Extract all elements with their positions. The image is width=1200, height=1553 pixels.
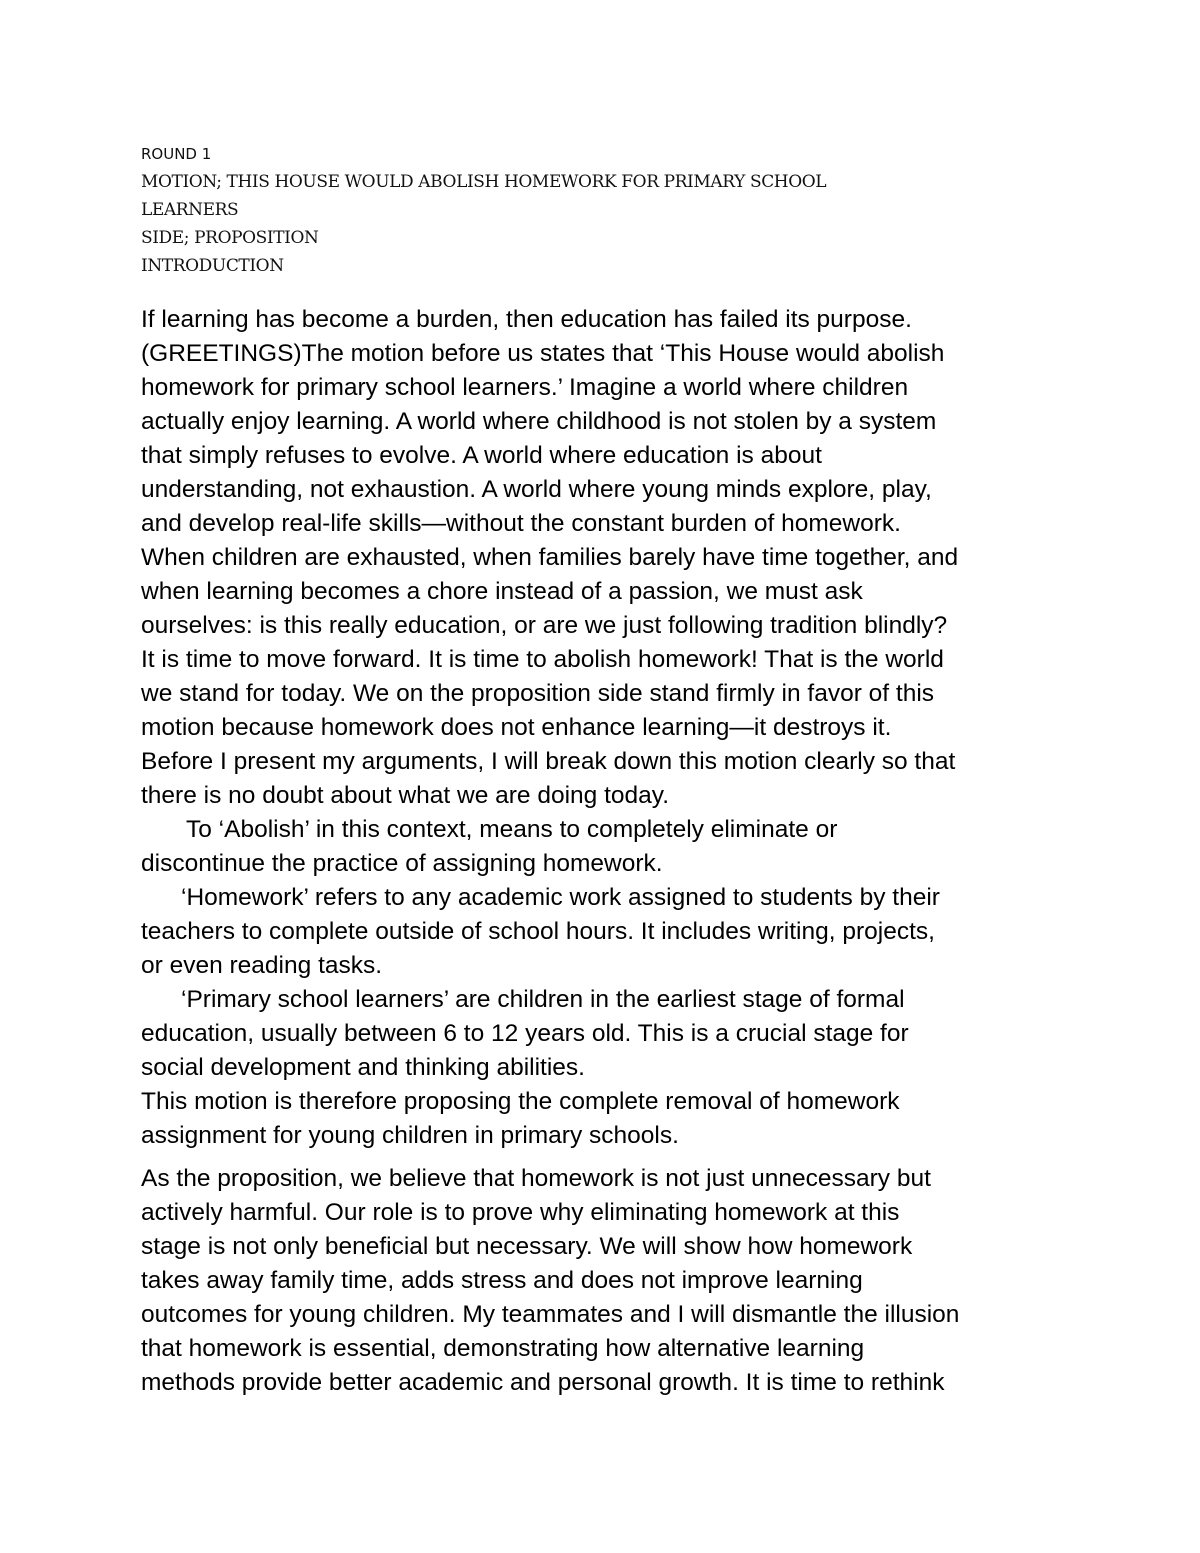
introduction-body	[141, 303, 1081, 1400]
body-line: Before I present my arguments, I will break down this motion clearly so that	[141, 748, 956, 775]
body-line: social development and thinking abilities.	[141, 1054, 585, 1081]
body-line: homework for primary school learners.’ Imagine a world where children	[141, 374, 909, 401]
body-line: or even reading tasks.	[141, 952, 383, 979]
body-line: actually enjoy learning. A world where childhood is not stolen by a system	[141, 408, 937, 435]
definition-homework: ‘Homework’ refers to any academic work assigned to students by their	[181, 884, 940, 911]
body-line: discontinue the practice of assigning homework.	[141, 850, 663, 877]
body-line: that homework is essential, demonstrating how alternative learning	[141, 1335, 865, 1362]
side-label: SIDE; PROPOSITION	[141, 228, 319, 248]
definition-primary-school-learners: ‘Primary school learners’ are children in the earliest stage of formal	[181, 986, 905, 1013]
round-label: ROUND 1	[141, 145, 212, 163]
body-line: there is no doubt about what we are doing today.	[141, 782, 670, 809]
body-line: (GREETINGS)The motion before us states that ‘This House would abolish	[141, 340, 945, 367]
body-line: education, usually between 6 to 12 years old. This is a crucial stage for	[141, 1020, 909, 1047]
body-line: outcomes for young children. My teammates and I will dismantle the illusion	[141, 1301, 960, 1328]
body-line: that simply refuses to evolve. A world where education is about	[141, 442, 822, 469]
body-line: actively harmful. Our role is to prove why eliminating homework at this	[141, 1199, 900, 1226]
body-line: methods provide better academic and personal growth. It is time to rethink	[141, 1369, 945, 1396]
section-heading: INTRODUCTION	[141, 256, 284, 276]
body-line: If learning has become a burden, then education has failed its purpose.	[141, 306, 912, 333]
body-line: stage is not only beneficial but necessary. We will show how homework	[141, 1233, 913, 1260]
body-line: assignment for young children in primary schools.	[141, 1122, 679, 1149]
body-line: ourselves: is this really education, or are we just following tradition blindly?	[141, 612, 948, 639]
body-line: and develop real-life skills—without the constant burden of homework.	[141, 510, 901, 537]
body-line: It is time to move forward. It is time to abolish homework! That is the world	[141, 646, 944, 673]
body-line: motion because homework does not enhance learning—it destroys it.	[141, 714, 892, 741]
body-line: when learning becomes a chore instead of a passion, we must ask	[141, 578, 863, 605]
motion-line-1: MOTION; THIS HOUSE WOULD ABOLISH HOMEWORK FOR PRIMARY SCHOOL	[141, 172, 827, 192]
body-line: teachers to complete outside of school hours. It includes writing, projects,	[141, 918, 935, 945]
body-line: When children are exhausted, when families barely have time together, and	[141, 544, 959, 571]
body-line: we stand for today. We on the proposition side stand firmly in favor of this	[141, 680, 935, 707]
body-line: This motion is therefore proposing the complete removal of homework	[141, 1088, 900, 1115]
body-line: takes away family time, adds stress and does not improve learning	[141, 1267, 863, 1294]
document-header	[141, 140, 1061, 280]
definition-abolish: To ‘Abolish’ in this context, means to completely eliminate or	[186, 816, 838, 843]
body-line: understanding, not exhaustion. A world where young minds explore, play,	[141, 476, 932, 503]
motion-line-2: LEARNERS	[141, 200, 239, 220]
body-line: As the proposition, we believe that homework is not just unnecessary but	[141, 1165, 931, 1192]
